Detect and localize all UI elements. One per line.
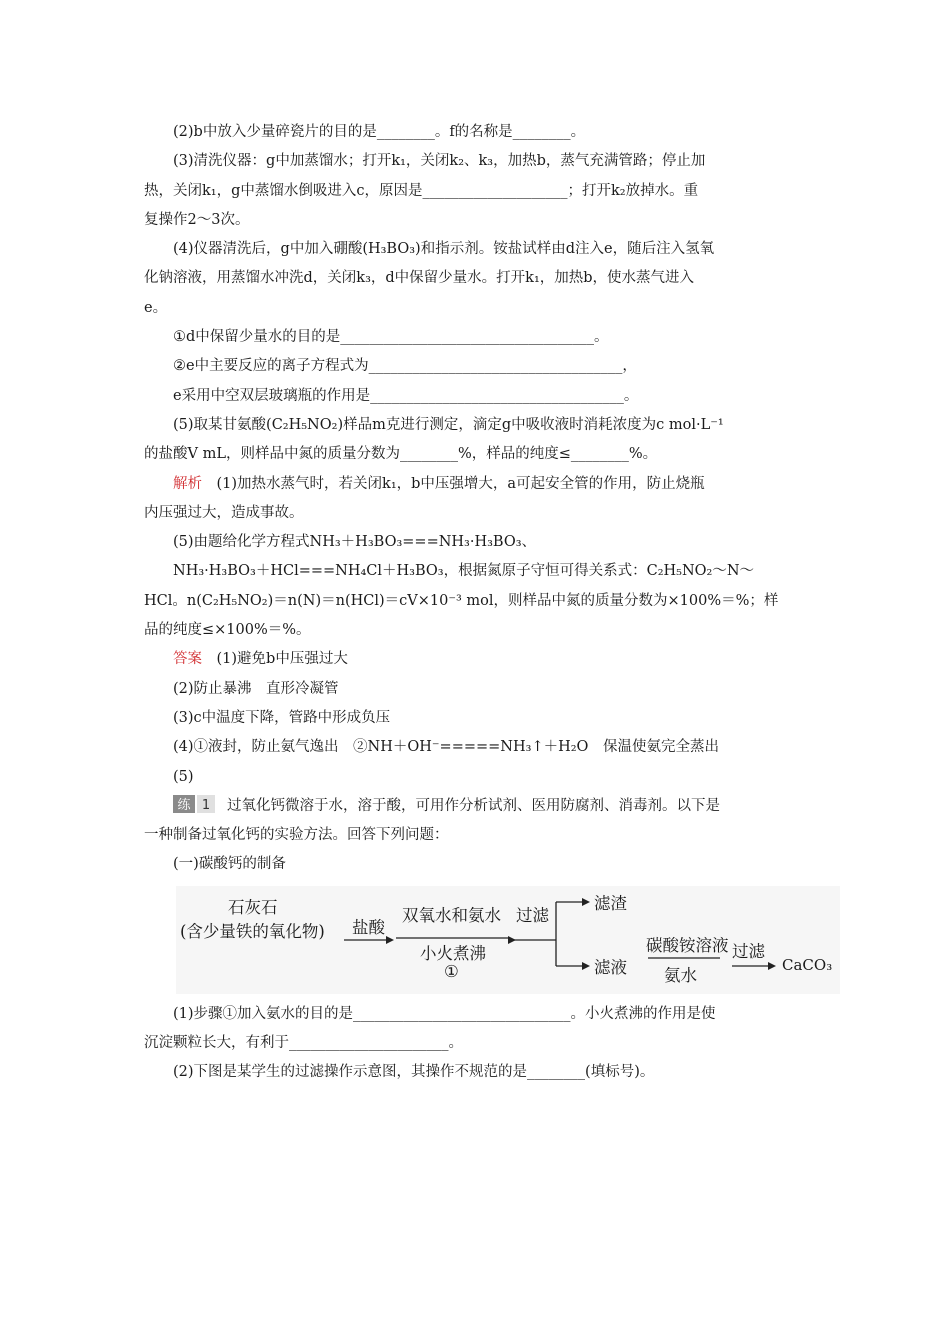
- analysis-line: [144, 470, 808, 499]
- text-line: (3)清洗仪器：g中加蒸馏水；打开k₁，关闭k₂、k₃，加热b，蒸气充满管路；停止加: [173, 153, 706, 170]
- svg-text:练: 练: [177, 797, 191, 813]
- text-line: (2)下图是某学生的过滤操作示意图，其操作不规范的是________(填标号)。: [173, 1064, 655, 1081]
- flow-reagent2-top: 碳酸铵溶液: [646, 935, 729, 955]
- flow-reagent-hcl: 盐酸: [352, 917, 385, 937]
- text-line: (4)①液封，防止氨气逸出 ②NH＋OH⁻=====NH₃↑＋H₂O 保温使氨完全蒸出: [173, 739, 719, 756]
- text-line: 一种制备过氧化钙的实验方法。回答下列问题：: [144, 827, 449, 844]
- text-line: 内压强过大，造成事故。: [144, 504, 304, 521]
- process-flowchart: [176, 886, 840, 994]
- text-line: (5): [173, 768, 194, 785]
- text-line: 品的纯度≤×100%＝%。: [144, 622, 311, 639]
- svg-text:1: 1: [201, 797, 211, 813]
- flow-reagent2-bottom: 氨水: [664, 965, 697, 985]
- text-line: (1)避免b中压强过大: [216, 651, 348, 668]
- text-line: ①d中保留少量水的目的是___________________________________。: [173, 329, 609, 346]
- answer-line: [144, 645, 808, 674]
- flow-step1-number: ①: [444, 961, 459, 981]
- text-line: (1)加热水蒸气时，若关闭k₁，b中压强增大，a可起安全管的作用，防止烧瓶: [216, 475, 705, 492]
- text-line: (5)由题给化学方程式NH₃＋H₃BO₃===NH₃·H₃BO₃、: [173, 534, 537, 551]
- flow-residue: 滤渣: [594, 893, 627, 913]
- answer-label: 答案: [173, 651, 202, 668]
- text-line: (1)步骤①加入氨水的目的是______________________________。小火煮沸的作用是使: [173, 1005, 716, 1022]
- text-line: 过氧化钙微溶于水，溶于酸，可用作分析试剂、医用防腐剂、消毒剂。以下是: [227, 797, 720, 814]
- text-line: 的盐酸V mL，则样品中氮的质量分数为________%，样品的纯度≤________%。: [144, 446, 658, 463]
- flow-start-label: 石灰石: [228, 897, 278, 917]
- text-line: ②e中主要反应的离子方程式为___________________________________，: [173, 358, 637, 375]
- flow-filtrate: 滤液: [594, 957, 627, 977]
- text-line: (一)碳酸钙的制备: [173, 856, 286, 873]
- flow-product: CaCO₃: [782, 955, 833, 974]
- exercise-badge-icon: [173, 795, 223, 813]
- text-line: 热，关闭k₁，g中蒸馏水倒吸进入c，原因是____________________；打开k₂放掉水。重: [144, 182, 699, 199]
- text-line: HCl。n(C₂H₅NO₂)＝n(N)＝n(HCl)＝cV×10⁻³ mol，则样品中氮的质量分数为×100%＝%；样: [144, 592, 779, 609]
- text-line: e采用中空双层玻璃瓶的作用是___________________________________。: [173, 387, 639, 404]
- text-line: 化钠溶液，用蒸馏水冲洗d，关闭k₃，d中保留少量水。打开k₁，加热b，使水蒸气进入: [144, 270, 695, 287]
- exercise-line: [144, 792, 808, 821]
- flow-step1-top: 双氧水和氨水: [402, 905, 501, 925]
- text-line: e。: [144, 299, 168, 316]
- text-line: NH₃·H₃BO₃＋HCl===NH₄Cl＋H₃BO₃，根据氮原子守恒可得关系式：C₂H₅NO₂～N～: [173, 563, 755, 580]
- text-line: (4)仪器清洗后，g中加入硼酸(H₃BO₃)和指示剂。铵盐试样由d注入e，随后注入氢氧: [173, 241, 715, 258]
- flow-filter-2: 过滤: [732, 941, 765, 961]
- document-page: [144, 118, 833, 1088]
- flow-step1-bottom: 小火煮沸: [420, 943, 486, 963]
- analysis-label: 解析: [173, 475, 202, 492]
- text-line: (2)防止暴沸 直形冷凝管: [173, 680, 339, 697]
- flow-start-sublabel: (含少量铁的氧化物): [180, 921, 325, 941]
- text-line: 复操作2～3次。: [144, 211, 250, 228]
- text-line: (3)c中温度下降，管路中形成负压: [173, 709, 391, 726]
- text-line: (2)b中放入少量碎瓷片的目的是________。f的名称是________。: [173, 124, 586, 140]
- flow-filter-1: 过滤: [516, 905, 549, 925]
- text-line: 沉淀颗粒长大，有利于______________________。: [144, 1035, 463, 1052]
- text-line: (5)取某甘氨酸(C₂H₅NO₂)样品m克进行测定，滴定g中吸收液时消耗浓度为c mol·L⁻¹: [173, 416, 724, 433]
